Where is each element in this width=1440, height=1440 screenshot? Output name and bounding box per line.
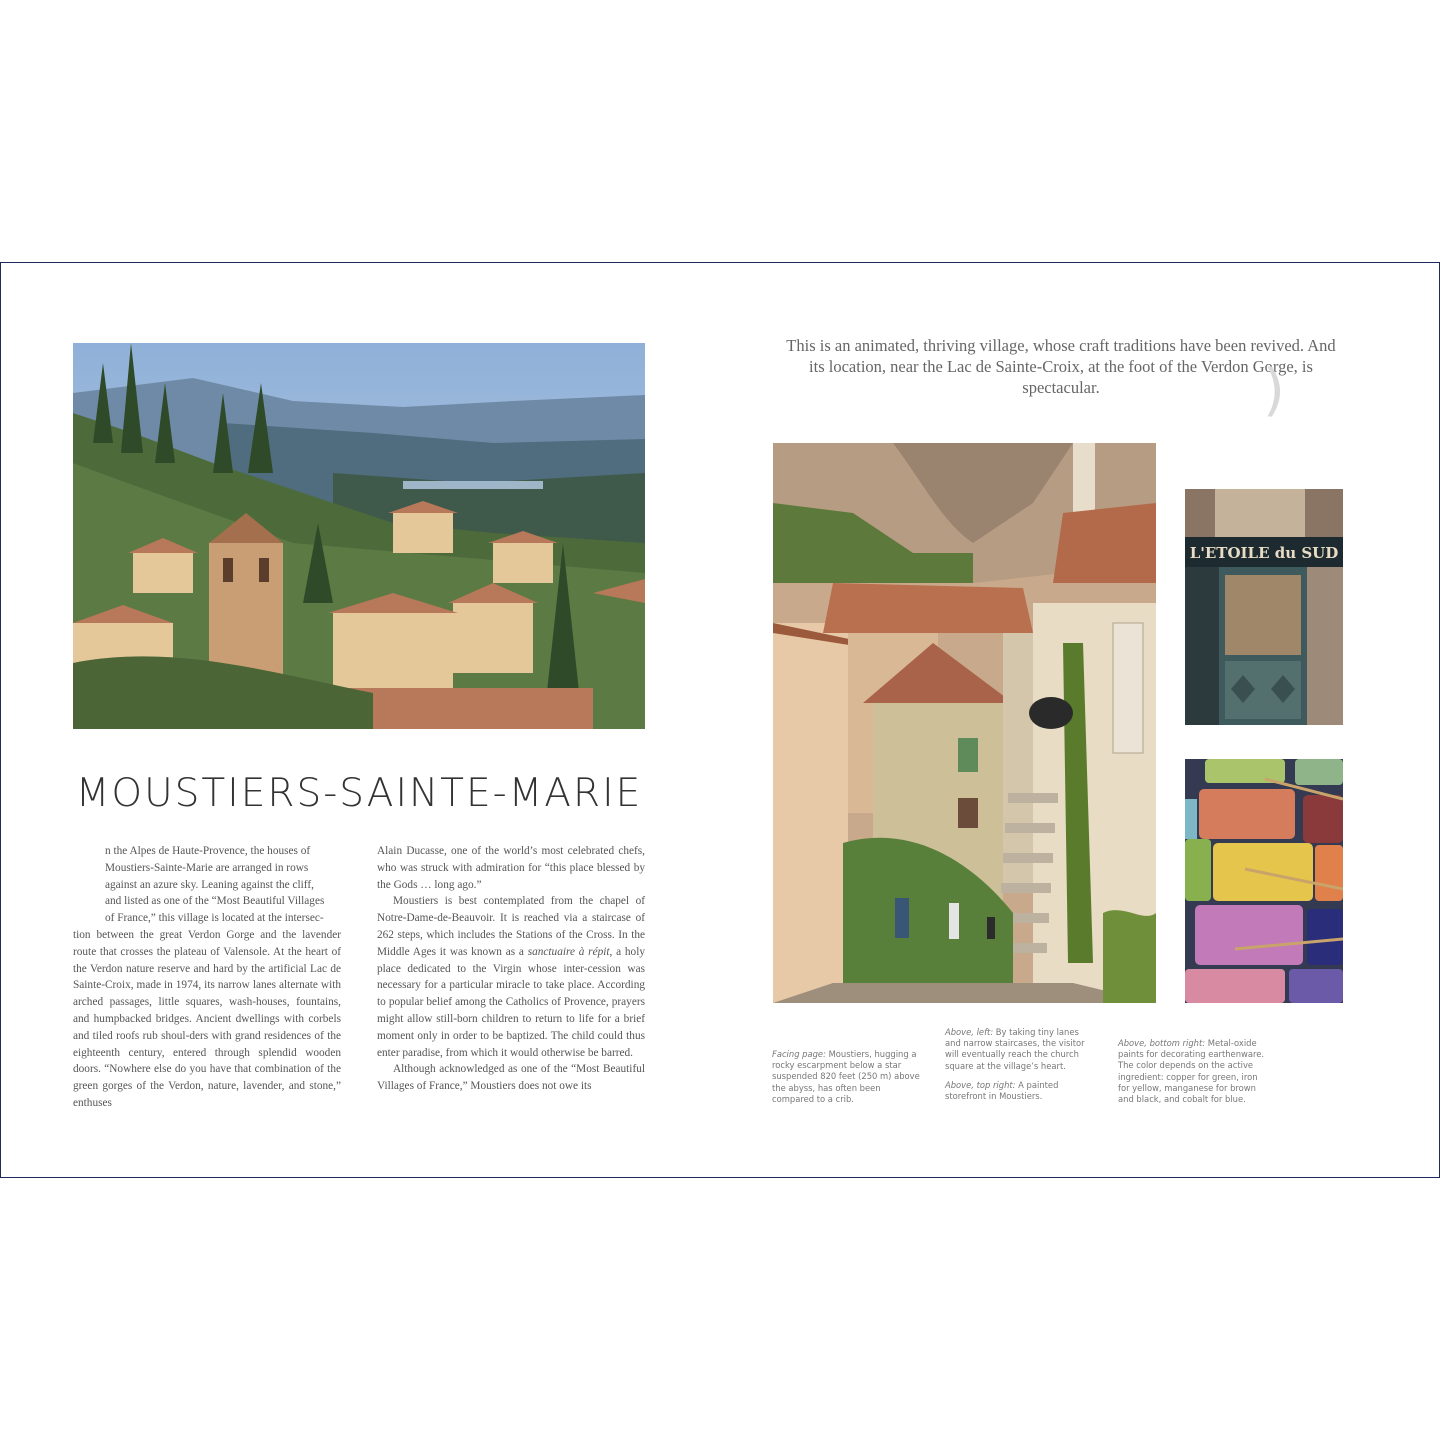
caption-text: By taking tiny lanes and narrow staircases, the visitor will eventually reach the church square at the village’s heart.: [945, 1027, 1085, 1071]
village-lane-photo: [773, 443, 1156, 1003]
paragraph-text: , a holy place dedicated to the Virgin whose inter-cession was necessary for a particular miracle to take place. According to popular belief among the Catholics of Provence, prayers might allow still-born children to return to life for a brief moment only in order to be baptized. The child could thus enter paradise, from which it would otherwise be barred.: [377, 945, 645, 1059]
text-line: Moustiers-Sainte-Marie are arranged in rows: [105, 861, 309, 874]
page-title: MOUSTIERS-SAINTE-MARIE: [75, 771, 643, 816]
pull-quote: This is an animated, thriving village, whose craft traditions have been revived. And its location, near the Lac de Sainte-Croix, at the foot of the Verdon Gorge, is spectacular.: [786, 336, 1336, 397]
hillside-village-photo: [73, 343, 645, 729]
text-line: n the Alpes de Haute-Provence, the houses of: [105, 845, 311, 857]
caption-label: Above, bottom right:: [1118, 1038, 1206, 1048]
body-column-1: [73, 843, 341, 1112]
caption-bottom-right: [1118, 1038, 1268, 1113]
book-spread: [0, 262, 1440, 1178]
quote-mark-icon: ): [1263, 358, 1285, 423]
italic-term: sanctuaire à répit: [527, 945, 610, 958]
paint-palette-photo: [1185, 759, 1343, 1003]
caption-facing-page: [772, 1049, 922, 1113]
caption-above: [945, 1027, 1090, 1110]
body-column-2: [377, 843, 645, 1095]
body-text: tion between the great Verdon Gorge and the lavender route that crosses the plateau of Valensole. At the heart of the Verdon nature reserve and hard by the artificial Lac de Sainte-Croix, made in 1974, its narrow lanes alternate with arched passages, little squares, wash-houses, fountains, and humpbacked bridges. Ancient dwellings with corbels and tiled roofs rub shoul-ders with grand residences of the eighteenth century, entered through splendid wooden doors. “Nowhere else do you have that combination of the green gorges of the Verdon, nature, lavender, and stone,” enthuses: [73, 928, 341, 1109]
paragraph: Alain Ducasse, one of the world’s most celebrated chefs, who was struck with admiration for “this place blessed by the Gods … long ago.”: [377, 845, 645, 891]
caption-label: Facing page:: [772, 1049, 826, 1059]
painted-storefront-photo: [1185, 489, 1343, 725]
paragraph: Although acknowledged as one of the “Most Beautiful Villages of France,” Moustiers does not owe its: [377, 1063, 645, 1093]
storefront-sign: L'ETOILE du SUD: [1189, 544, 1339, 562]
paragraph: [377, 893, 645, 1061]
caption-text: Moustiers, hugging a rocky escarpment below a star suspended 820 feet (250 m) above the abyss, has often been compared to a crib.: [772, 1049, 920, 1104]
caption-text: A painted storefront in Moustiers.: [945, 1079, 1059, 1102]
caption-label: Above, top right:: [945, 1079, 1016, 1090]
text-line: of France,” this village is located at the intersec-: [105, 912, 324, 925]
paragraph-text: Moustiers is best contemplated from the chapel of Notre-Dame-de-Beauvoir. It is reached via a staircase of 262 steps, which includes the Stations of the Cross. In the Middle Ages it was known as a: [377, 895, 645, 958]
text-line: and listed as one of the “Most Beautiful Villages: [105, 895, 325, 908]
caption-text: Metal-oxide paints for decorating earthenware. The color depends on the active ingredient: copper for green, iron for yellow, manganese for brown and black, and cobalt for blue.: [1118, 1038, 1265, 1105]
caption-label: Above, left:: [945, 1027, 994, 1037]
text-line: against an azure sky. Leaning against the cliff,: [105, 878, 314, 891]
